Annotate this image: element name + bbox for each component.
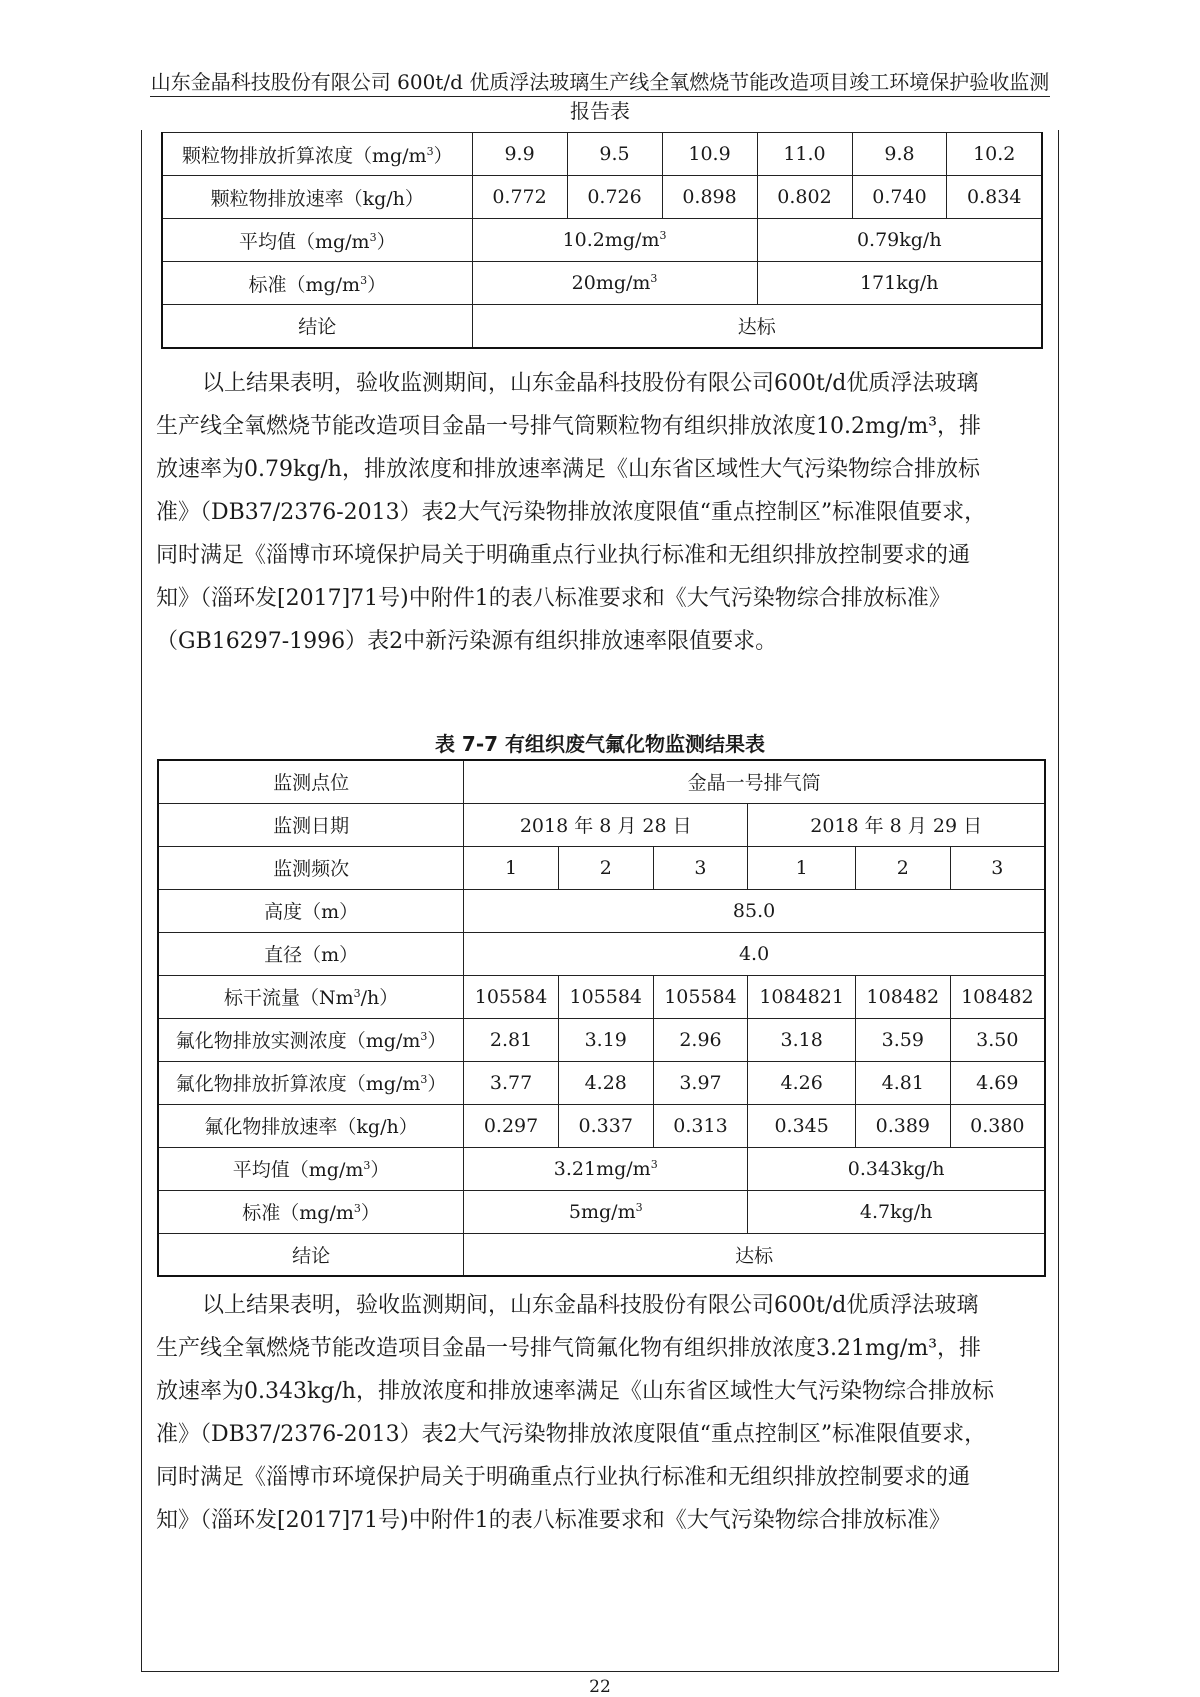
- row-label: 监测日期: [158, 803, 464, 846]
- table-row: [158, 1147, 1045, 1190]
- table-cell: 3.50: [950, 1018, 1045, 1061]
- table-cell: 10.2: [947, 133, 1042, 176]
- table-cell: 4.28: [558, 1061, 653, 1104]
- table-caption: 表 7-7 有组织废气氟化物监测结果表: [434, 732, 766, 756]
- row-label: 氟化物排放实测浓度$(mg/m^3)$: [158, 1018, 464, 1061]
- table-row: [158, 846, 1045, 889]
- table-cell: 3.59: [855, 1018, 950, 1061]
- table-cell: 2.81: [464, 1018, 559, 1061]
- conclusion-value: 达标: [472, 305, 1042, 348]
- row-label: 标干流量（Nm$^3$/h）: [158, 975, 464, 1018]
- row-label: 标准$(mg/m^3)$: [158, 1190, 464, 1233]
- table-cell: 0.834: [947, 176, 1042, 219]
- table-cell: 4.81: [855, 1061, 950, 1104]
- table-cell: 3.97: [653, 1061, 748, 1104]
- table-cell: 3.77: [464, 1061, 559, 1104]
- table-row: [162, 133, 1042, 176]
- table-row: [158, 975, 1045, 1018]
- table-cell: 1: [748, 846, 856, 889]
- monitoring-point-value: 金晶一号排气筒: [464, 760, 1045, 803]
- table-row: [158, 1104, 1045, 1147]
- std-rate: 4.7kg/h: [748, 1190, 1045, 1233]
- table-cell: 4.69: [950, 1061, 1045, 1104]
- table-cell: 1: [464, 846, 559, 889]
- paragraph-line: 同时满足《淄博市环境保护局关于明确重点行业执行标准和无组织排放控制要求的通: [156, 1465, 971, 1490]
- table-cell: 108482: [950, 975, 1045, 1018]
- result-paragraph-particulate: [156, 362, 1052, 663]
- page-number: 22: [589, 1677, 611, 1697]
- fluoride-results-table: [157, 759, 1046, 1277]
- row-label: 高度（m）: [158, 889, 464, 932]
- paragraph-line: 放速率为0.79kg/h，排放浓度和排放速率满足《山东省区域性大气污染物综合排放标: [156, 457, 980, 482]
- table-cell: 3.19: [558, 1018, 653, 1061]
- table-cell: 9.5: [567, 133, 662, 176]
- table-row: [158, 1061, 1045, 1104]
- avg-concentration: $3.21mg/m^3$: [464, 1147, 748, 1190]
- row-label: 氟化物排放速率（kg/h）: [158, 1104, 464, 1147]
- table-cell: 0.389: [855, 1104, 950, 1147]
- table-cell: 3: [653, 846, 748, 889]
- avg-rate: 0.79kg/h: [757, 219, 1042, 262]
- table-row: [162, 219, 1042, 262]
- table-cell: 0.297: [464, 1104, 559, 1147]
- table-cell: 0.898: [662, 176, 757, 219]
- row-label: 颗粒物排放速率（kg/h）: [162, 176, 472, 219]
- table-cell: 9.9: [472, 133, 567, 176]
- row-label: 氟化物排放折算浓度$(mg/m^3)$: [158, 1061, 464, 1104]
- std-concentration: $5mg/m^3$: [464, 1190, 748, 1233]
- table-cell: 2: [855, 846, 950, 889]
- row-label: 结论: [162, 305, 472, 348]
- paragraph-line: 生产线全氧燃烧节能改造项目金晶一号排气筒颗粒物有组织排放浓度10.2mg/m³，排: [156, 414, 982, 439]
- height-value: 85.0: [464, 889, 1045, 932]
- table-cell: 0.337: [558, 1104, 653, 1147]
- table-cell: 0.313: [653, 1104, 748, 1147]
- row-label: 监测频次: [158, 846, 464, 889]
- table-cell: 1084821: [748, 975, 856, 1018]
- table-cell: 10.9: [662, 133, 757, 176]
- table-cell: 3.18: [748, 1018, 856, 1061]
- paragraph-line: 准》（DB37/2376-2013）表2大气污染物排放浓度限值“重点控制区”标准限值要求，: [156, 1422, 987, 1447]
- table-cell: 105584: [464, 975, 559, 1018]
- paragraph-line: 知》（淄环发[2017]71号)中附件1的表八标准要求和《大气污染物综合排放标准》: [156, 1508, 951, 1533]
- paragraph-line: 放速率为0.343kg/h，排放浓度和排放速率满足《山东省区域性大气污染物综合排放标: [156, 1379, 994, 1404]
- table-cell: 4.26: [748, 1061, 856, 1104]
- table-cell: 105584: [653, 975, 748, 1018]
- table-row: [158, 760, 1045, 803]
- paragraph-line: 以上结果表明，验收监测期间，山东金晶科技股份有限公司600t/d优质浮法玻璃: [202, 1293, 979, 1318]
- paragraph-line: 知》（淄环发[2017]71号)中附件1的表八标准要求和《大气污染物综合排放标准》: [156, 586, 951, 611]
- std-concentration: $20mg/m^3$: [472, 262, 757, 305]
- table-cell: 0.380: [950, 1104, 1045, 1147]
- date-day1: 2018 年 8 月 28 日: [464, 803, 748, 846]
- table-cell: 0.772: [472, 176, 567, 219]
- table-cell: 2: [558, 846, 653, 889]
- paragraph-line: （GB16297-1996）表2中新污染源有组织排放速率限值要求。: [156, 629, 778, 654]
- paragraph-line: 准》（DB37/2376-2013）表2大气污染物排放浓度限值“重点控制区”标准限值要求，: [156, 500, 987, 525]
- conclusion-value: 达标: [464, 1233, 1045, 1276]
- table-row: [162, 305, 1042, 348]
- row-label: 平均值$(mg/m^3)$: [158, 1147, 464, 1190]
- avg-rate: 0.343kg/h: [748, 1147, 1045, 1190]
- table-cell: 0.726: [567, 176, 662, 219]
- row-label: 监测点位: [158, 760, 464, 803]
- row-label: 颗粒物排放折算浓度$(mg/m^3)$: [162, 133, 472, 176]
- table-cell: 0.802: [757, 176, 852, 219]
- row-label: 标准$(mg/m^3)$: [162, 262, 472, 305]
- result-paragraph-fluoride: [156, 1284, 1052, 1542]
- paragraph-line: 以上结果表明，验收监测期间，山东金晶科技股份有限公司600t/d优质浮法玻璃: [202, 371, 979, 396]
- table-cell: 0.740: [852, 176, 947, 219]
- table-row: [158, 1190, 1045, 1233]
- table-row: [158, 932, 1045, 975]
- date-day2: 2018 年 8 月 29 日: [748, 803, 1045, 846]
- row-label: 结论: [158, 1233, 464, 1276]
- table-cell: 108482: [855, 975, 950, 1018]
- table-cell: 0.345: [748, 1104, 856, 1147]
- particulate-results-table: [161, 132, 1043, 349]
- table-row: [162, 176, 1042, 219]
- table-row: [158, 1233, 1045, 1276]
- table-row: [158, 1018, 1045, 1061]
- table-cell: 105584: [558, 975, 653, 1018]
- row-label: 平均值$(mg/m^3)$: [162, 219, 472, 262]
- row-label: 直径（m）: [158, 932, 464, 975]
- table-row: [162, 262, 1042, 305]
- paragraph-line: 同时满足《淄博市环境保护局关于明确重点行业执行标准和无组织排放控制要求的通: [156, 543, 971, 568]
- table-cell: 9.8: [852, 133, 947, 176]
- table-cell: 3: [950, 846, 1045, 889]
- diameter-value: 4.0: [464, 932, 1045, 975]
- table-cell: 2.96: [653, 1018, 748, 1061]
- page-header-title: 山东金晶科技股份有限公司 600t/d 优质浮法玻璃生产线全氧燃烧节能改造项目竣工环境保护验收监测报告表: [150, 70, 1050, 123]
- table-cell: 11.0: [757, 133, 852, 176]
- table-row: [158, 803, 1045, 846]
- header-rule: [150, 96, 1050, 97]
- avg-concentration: $10.2mg/m^3$: [472, 219, 757, 262]
- std-rate: 171kg/h: [757, 262, 1042, 305]
- paragraph-line: 生产线全氧燃烧节能改造项目金晶一号排气筒氟化物有组织排放浓度3.21mg/m³，排: [156, 1336, 982, 1361]
- table-row: [158, 889, 1045, 932]
